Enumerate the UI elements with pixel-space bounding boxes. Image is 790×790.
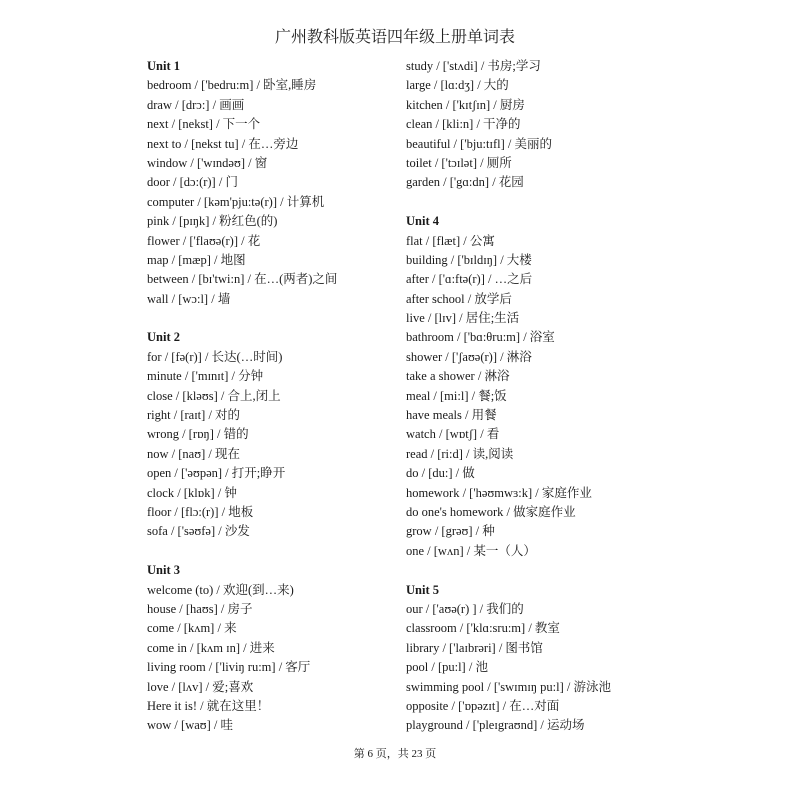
vocab-entry: for / [fə(r)] / 长达(…时间)	[147, 349, 283, 364]
vocab-entry: bathroom / ['bɑ:θru:m] / 浴室	[406, 330, 555, 345]
vocab-entry: door / [dɔ:(r)] / 门	[147, 175, 238, 190]
unit-heading: Unit 3	[147, 563, 180, 578]
vocab-entry: close / [kləʊs] / 合上,闭上	[147, 388, 281, 403]
vocab-entry: wrong / [rɒŋ] / 错的	[147, 427, 249, 442]
vocab-entry: window / ['wɪndəʊ] / 窗	[147, 155, 268, 170]
unit-section	[147, 328, 392, 541]
vocab-entry: next to / [nekst tu] / 在…旁边	[147, 136, 299, 151]
vocab-entry: clock / [klɒk] / 钟	[147, 485, 237, 500]
vocab-entry: floor / [flɔ:(r)] / 地板	[147, 504, 254, 519]
vocab-entry: sofa / ['səʊfə] / 沙发	[147, 524, 250, 539]
vocab-entry: shower / ['ʃaʊə(r)] / 淋浴	[406, 349, 532, 364]
vocab-entry: living room / ['liviŋ ru:m] / 客厅	[147, 660, 311, 675]
vocab-entry: after school / 放学后	[406, 291, 512, 306]
vocab-entry: live / [lɪv] / 居住;生活	[406, 311, 520, 326]
vocab-entry: love / [lʌv] / 爱;喜欢	[147, 679, 254, 694]
unit-section	[406, 57, 666, 193]
vocab-entry: minute / ['mɪnɪt] / 分钟	[147, 369, 264, 384]
vocab-entry: pink / [pɪŋk] / 粉红色(的)	[147, 214, 278, 229]
vocab-entry: homework / ['həʊmwɜ:k] / 家庭作业	[406, 485, 592, 500]
vocab-entry: flat / [flæt] / 公寓	[406, 233, 495, 248]
vocab-entry: do one's homework / 做家庭作业	[406, 504, 576, 519]
left-column	[147, 57, 392, 736]
vocab-entry: right / [raɪt] / 对的	[147, 408, 241, 423]
vocab-entry: computer / [kəm'pju:tə(r)] / 计算机	[147, 194, 325, 209]
vocab-entry: garden / ['gɑ:dn] / 花园	[406, 175, 524, 190]
vocab-entry: study / ['stʌdi] / 书房;学习	[406, 59, 541, 73]
vocab-entry: bedroom / ['bedru:m] / 卧室,睡房	[147, 78, 317, 93]
vocab-entry: playground / ['pleɪgraʊnd] / 运动场	[406, 718, 585, 733]
vocab-entry: large / [lɑ:dʒ] / 大的	[406, 78, 509, 93]
vocab-entry: open / ['əʊpən] / 打开;睁开	[147, 466, 286, 481]
vocab-entry: do / [du:] / 做	[406, 466, 475, 481]
vocab-entry: house / [haʊs] / 房子	[147, 601, 253, 616]
vocab-entry: come in / [kʌm ɪn] / 进来	[147, 640, 275, 655]
vocab-entry: pool / [pu:l] / 池	[406, 660, 488, 675]
vocab-entry: take a shower / 淋浴	[406, 369, 510, 384]
page-title: 广州教科版英语四年级上册单词表	[274, 27, 515, 46]
vocab-entry: wow / [waʊ] / 哇	[147, 718, 234, 733]
unit-section	[406, 581, 666, 736]
unit-section	[147, 561, 392, 736]
unit-heading: Unit 5	[406, 582, 439, 597]
vocab-entry: now / [naʊ] / 现在	[147, 446, 240, 461]
vocab-entry: clean / [kli:n] / 干净的	[406, 117, 521, 132]
vocab-entry: between / [bɪ'twi:n] / 在…(两者)之间	[147, 272, 338, 287]
vocab-entry: welcome (to) / 欢迎(到…来)	[147, 582, 294, 597]
vocab-entry: flower / ['flaʊə(r)] / 花	[147, 233, 261, 248]
unit-heading: Unit 4	[406, 214, 439, 229]
vocab-entry: after / ['ɑ:ftə(r)] / …之后	[406, 272, 533, 287]
vocab-entry: watch / [wɒtʃ] / 看	[406, 427, 500, 442]
vocab-entry: have meals / 用餐	[406, 408, 497, 423]
vocab-entry: swimming pool / ['swɪmɪŋ pu:l] / 游泳池	[406, 679, 611, 694]
vocab-entry: building / ['bɪldɪŋ] / 大楼	[406, 252, 532, 267]
unit-section	[406, 212, 666, 561]
vocab-entry: kitchen / ['kɪtʃɪn] / 厨房	[406, 97, 525, 112]
vocab-entry: toilet / ['tɔɪlət] / 厕所	[406, 155, 512, 170]
vocab-entry: read / [ri:d] / 读,阅读	[406, 446, 514, 461]
vocab-entry: beautiful / ['bju:tɪfl] / 美丽的	[406, 136, 552, 151]
vocab-entry: classroom / ['klɑ:sru:m] / 教室	[406, 621, 560, 636]
right-column	[406, 57, 666, 736]
vocab-entry: wall / [wɔ:l] / 墙	[147, 291, 231, 306]
vocab-entry: next / [nekst] / 下一个	[147, 117, 261, 132]
unit-heading: Unit 1	[147, 59, 180, 73]
unit-section	[147, 57, 392, 309]
vocab-entry: Here it is! / 就在这里！	[147, 698, 270, 713]
page-footer: 第 6 页，共 23 页	[353, 748, 437, 760]
vocab-entry: meal / [mi:l] / 餐;饭	[406, 388, 507, 403]
vocab-entry: library / ['laɪbrəri] / 图书馆	[406, 640, 543, 655]
vocab-entry: our / ['aʊə(r) ] / 我们的	[406, 601, 524, 616]
vocab-entry: draw / [drɔ:] / 画画	[147, 97, 245, 112]
vocab-entry: map / [mæp] / 地图	[147, 252, 246, 267]
vocab-entry: grow / [grəʊ] / 种	[406, 524, 495, 539]
unit-heading: Unit 2	[147, 330, 180, 345]
vocab-entry: come / [kʌm] / 来	[147, 621, 237, 636]
vocab-entry: one / [wʌn] / 某一（人）	[406, 543, 536, 558]
vocab-entry: opposite / ['ɒpəzɪt] / 在…对面	[406, 698, 560, 713]
